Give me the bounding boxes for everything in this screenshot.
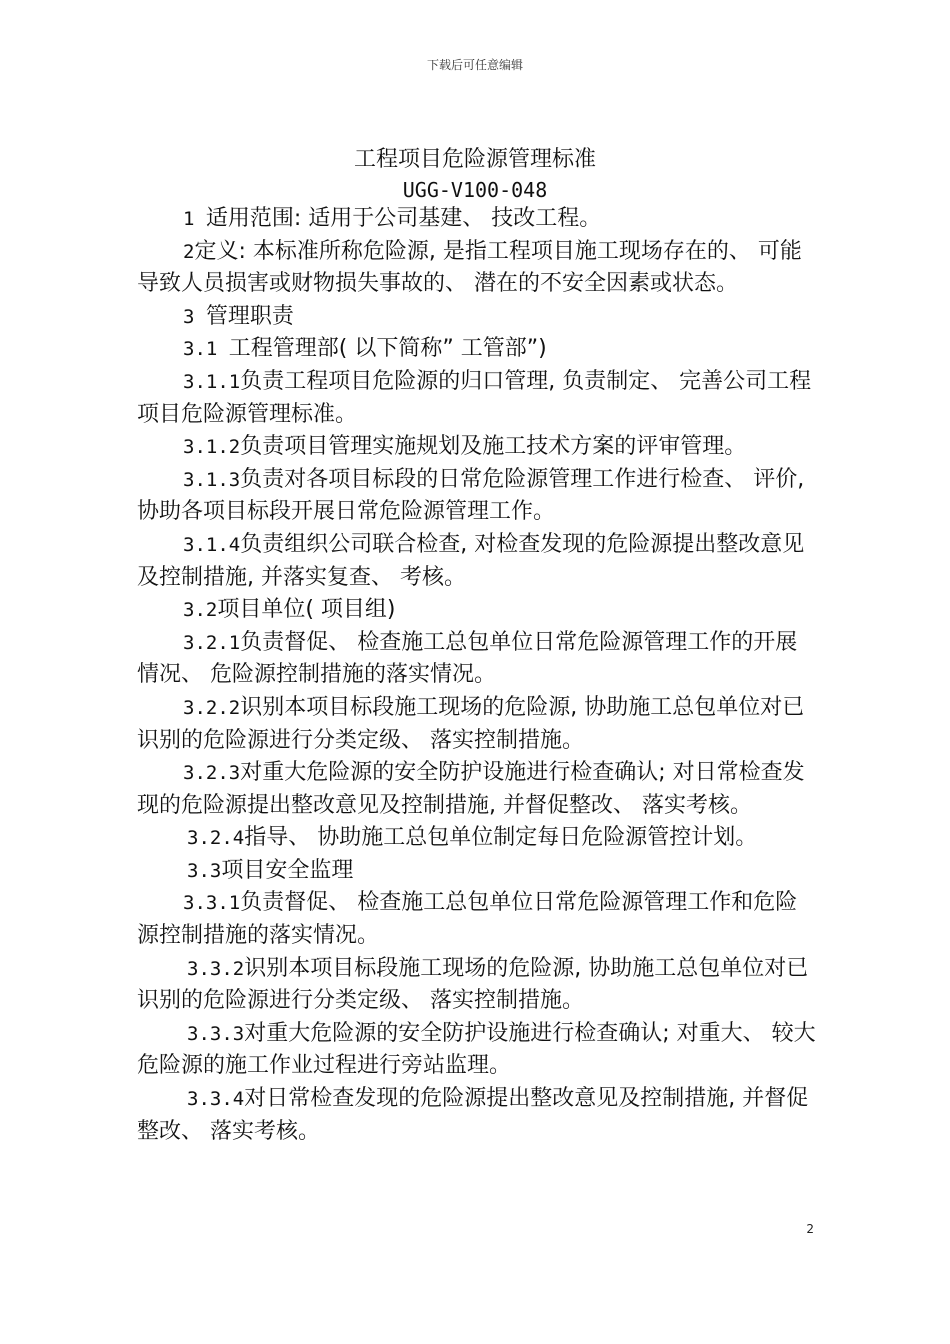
paragraph-text: 工程管理部( 以下简称” 工管部”) (228, 336, 547, 362)
header-note: 下载后可任意编辑 (426, 58, 523, 72)
paragraph-number: 3.3.1 (183, 892, 241, 915)
paragraph-text: 项目单位( 项目组) (217, 597, 396, 623)
paragraph-3-3-1-continuation (137, 920, 817, 953)
paragraph-text: 识别本项目标段施工现场的危险源, 协助施工总包单位对已识别的危险源进行分类定级、 落实控制措施。 (137, 694, 805, 753)
paragraph-number: 3.2.4 (187, 827, 245, 850)
paragraph-number: 3.2 (183, 599, 218, 622)
paragraph-3-2-2 (137, 692, 817, 757)
paragraph-text: 负责督促、 检查施工总包单位日常危险源管理工作的开展情况、 危险源控制措施的落实情况。 (137, 629, 798, 688)
paragraph-number: 3.3.2 (187, 957, 245, 980)
paragraph-text: 适用范围: 适用于公司基建、 技改工程。 (205, 206, 602, 231)
paragraph-3-1-1 (137, 366, 817, 431)
paragraph-number: 3.1.4 (183, 533, 241, 556)
paragraph-3-3-2 (137, 953, 817, 1018)
paragraph-text: 对日常检查发现的危险源提出整改意见及控制措施, 并督促整改、 落实考核。 (137, 1086, 809, 1144)
paragraph-3-2-4 (137, 822, 817, 855)
paragraph-number: 3.2.1 (183, 631, 241, 654)
document-title: 工程项目危险源管理标准 (353, 147, 596, 172)
paragraph-text: 负责项目管理实施规划及施工技术方案的评审管理。 (240, 434, 747, 460)
paragraph-3-2-1 (137, 627, 817, 692)
paragraph-text: 负责工程项目危险源的归口管理, 负责制定、 完善公司工程项目危险源管理标准。 (137, 368, 812, 427)
paragraph-heading-3-2 (137, 594, 817, 627)
document-code: UGG-V100-048 (402, 178, 548, 202)
paragraph-text: 识别本项目标段施工现场的危险源, 协助施工总包单位对已识别的危险源进行分类定级、 落实控制措施。 (137, 955, 809, 1014)
paragraph-3-3-1 (137, 887, 817, 920)
paragraph-text: 对重大危险源的安全防护设施进行检查确认; 对日常检查发现的危险源提出整改意见及控制措施, 并督促整改、 落实考核。 (137, 760, 805, 818)
document-body (137, 203, 817, 1148)
paragraph-text: 负责对各项目标段的日常危险源管理工作进行检查、 评价, 协助各项目标段开展日常危险源管理工作。 (137, 466, 805, 525)
paragraph-number: 3.3 (187, 859, 222, 882)
paragraph-text: 负责组织公司联合检查, 对检查发现的危险源提出整改意见及控制措施, 并落实复查、 考核。 (137, 531, 805, 590)
paragraph-number: 3.1.1 (183, 370, 241, 393)
paragraph-number: 3.3.3 (187, 1022, 245, 1045)
paragraph-text: 项目安全监理 (221, 857, 354, 883)
paragraph-text: 负责督促、 检查施工总包单位日常危险源管理工作和危险 (240, 890, 798, 916)
paragraph-number: 3.3.4 (187, 1088, 245, 1111)
paragraph-heading-responsibilities (137, 301, 817, 334)
paragraph-number: 3.1 (183, 338, 229, 361)
paragraph-number: 3.2.2 (183, 696, 241, 719)
paragraph-text: 对重大危险源的安全防护设施进行检查确认; 对重大、 较大危险源的施工作业过程进行旁站监理。 (137, 1020, 816, 1079)
paragraph-definition (137, 236, 817, 301)
paragraph-number: 1 (183, 208, 206, 230)
paragraph-3-1-4 (137, 529, 817, 594)
paragraph-number: 2 (183, 240, 195, 263)
page-number: 2 (806, 1222, 814, 1236)
paragraph-number: 3.1.2 (183, 436, 241, 459)
paragraph-3-2-3 (137, 757, 817, 822)
paragraph-3-1-2 (137, 431, 817, 464)
paragraph-text: 指导、 协助施工总包单位制定每日危险源管控计划。 (244, 825, 758, 851)
paragraph-3-3-3 (137, 1018, 817, 1083)
paragraph-number: 3.2.3 (183, 762, 241, 785)
paragraph-text: 定义: 本标准所称危险源, 是指工程项目施工现场存在的、 可能导致人员损害或财物损失事故的、 潜在的不安全因素或状态。 (137, 238, 802, 297)
paragraph-3-3-4 (137, 1083, 817, 1148)
paragraph-text: 管理职责 (205, 303, 294, 329)
paragraph-text: 源控制措施的落实情况。 (137, 923, 380, 949)
paragraph-heading-3-3 (137, 855, 817, 888)
paragraph-number: 3.1.3 (183, 468, 241, 491)
paragraph-3-1-3 (137, 464, 817, 529)
paragraph-number: 3 (183, 305, 206, 328)
paragraph-scope (137, 203, 817, 236)
paragraph-heading-3-1 (137, 333, 817, 366)
